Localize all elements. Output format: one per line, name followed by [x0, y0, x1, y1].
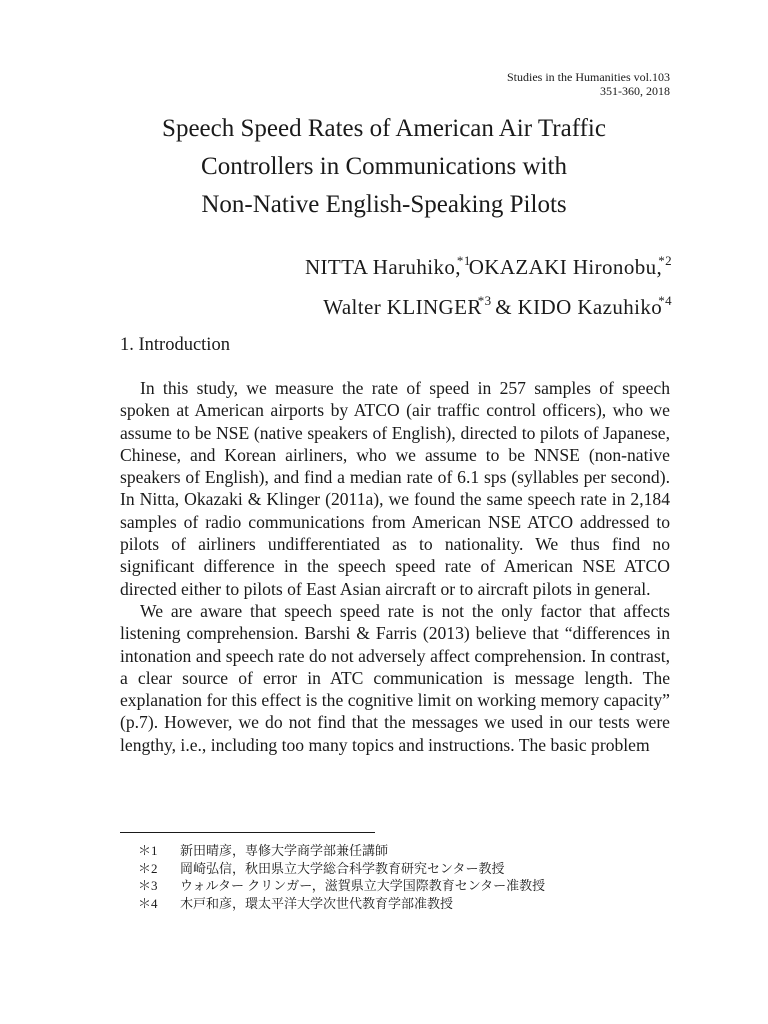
- author-list: [305, 244, 670, 324]
- title-line-3: Non-Native English-Speaking Pilots: [201, 191, 567, 218]
- footnote-text: 木戸和彦，環太平洋大学次世代教育学部准教授: [180, 895, 454, 911]
- author-mark-1: *1: [456, 253, 471, 268]
- footnote-text: 岡崎弘信，秋田県立大学総合科学教育研究センター教授: [180, 860, 505, 876]
- footnote-mark: ＊1: [138, 843, 158, 858]
- footnote-mark: ＊4: [138, 895, 158, 911]
- paragraph-2: We are aware that speech speed rate is not the only factor that affects listening comprehension. Barshi & Farris (2013) believe that “differences in intonation and speech rate do not adversely affect comprehension. In contrast, a clear source of error in ATC communication is message length. The explanation for this effect is the cognitive limit on working memory capacity” (p.7). However, we do not find that the messages we used in our tests were lengthy, i.e., including too many topics and instructions. The basic problem: [120, 600, 670, 755]
- footnote-text: ウォルター クリンガー，滋賀県立大学国際教育センター准教授: [180, 878, 546, 893]
- footnote-2: [138, 860, 545, 878]
- author-mark-4: *4: [658, 293, 672, 308]
- footnote-1: [138, 842, 545, 860]
- section-heading: 1. Introduction: [120, 335, 230, 355]
- journal-volume: Studies in the Humanities vol.103: [507, 70, 670, 84]
- author-mark-3: *3: [477, 293, 492, 308]
- footnote-mark: ＊2: [138, 860, 158, 876]
- author-mark-2: *2: [658, 253, 672, 268]
- footnote-mark: ＊3: [138, 878, 158, 893]
- body-text: [120, 377, 670, 756]
- journal-info: [507, 70, 670, 98]
- paper-title: [0, 110, 768, 224]
- title-line-1: Speech Speed Rates of American Air Traffic: [162, 115, 606, 142]
- journal-pages-year: 351-360, 2018: [600, 84, 670, 98]
- author-klinger: Walter KLINGER: [323, 295, 482, 319]
- paragraph-1: In this study, we measure the rate of speed in 257 samples of speech spoken at American airports by ATCO (air traffic control officers), who we assume to be NSE (native speakers of English), directed to pilots of Japanese, Chinese, and Korean airliners, who we assume to be NNSE (non-native speakers of English), and find a median rate of 6.1 sps (syllables per second). In Nitta, Okazaki & Klinger (2011a), we found the same speech rate in 2,184 samples of radio communications from American NSE ATCO addressed to pilots of airliners undifferentiated as to nationality. We thus find no significant difference in the speech speed rate of American NSE ATCO directed either to pilots of East Asian aircraft or to aircraft pilots in general.: [120, 378, 670, 599]
- footnote-text: 新田晴彦，専修大学商学部兼任講師: [180, 843, 389, 858]
- author-kido: KIDO Kazuhiko: [517, 295, 663, 319]
- footnote-3: [138, 877, 545, 895]
- title-line-2: Controllers in Communications with: [201, 153, 567, 180]
- author-ampersand: &: [489, 295, 518, 319]
- footnotes: [138, 842, 545, 912]
- footnote-4: [138, 895, 545, 913]
- author-line-2: [305, 284, 670, 324]
- author-nitta: NITTA Haruhiko,: [304, 255, 461, 279]
- footnote-divider: [120, 832, 375, 833]
- author-okazaki: OKAZAKI Hironobu,: [468, 255, 663, 279]
- author-line-1: [305, 244, 670, 284]
